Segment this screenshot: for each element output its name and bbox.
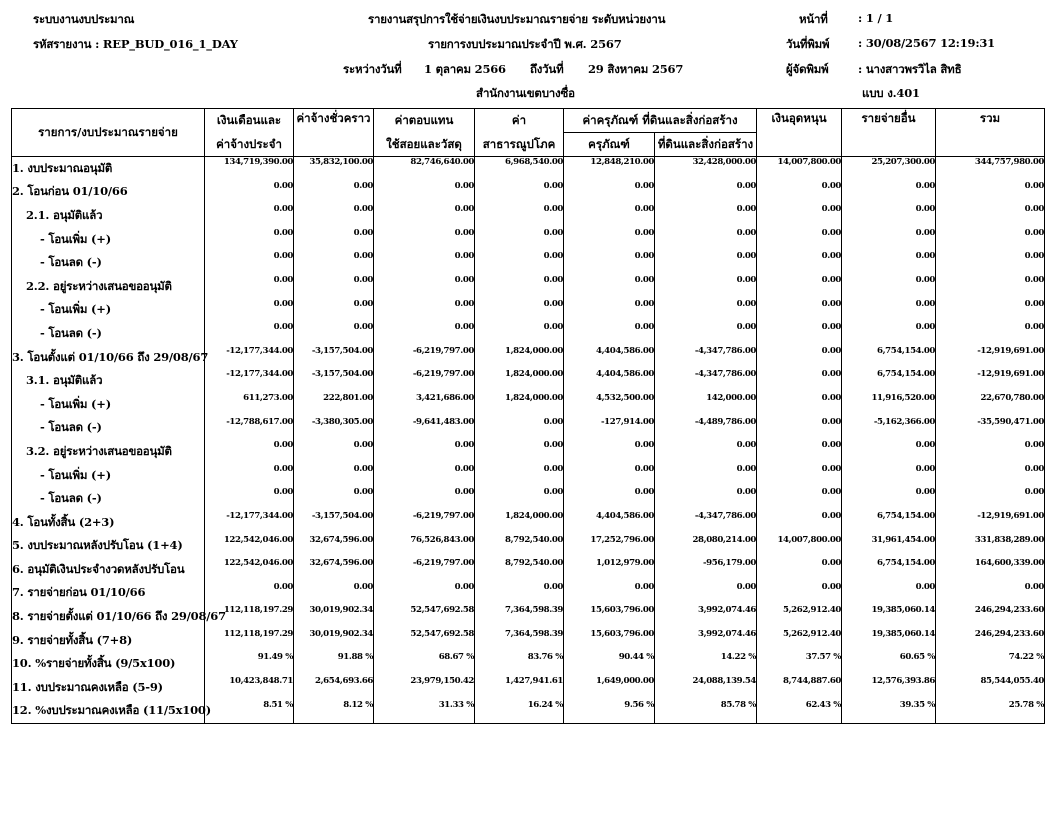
- cell-salary: 0.00: [205, 204, 294, 228]
- row-label: 5. งบประมาณหลังปรับโอน (1+4): [12, 535, 205, 559]
- cell-compensation: 0.00: [374, 322, 475, 346]
- cell-land: -4,489,786.00: [655, 417, 757, 441]
- cell-land: 0.00: [655, 275, 757, 299]
- cell-land: 14.22 %: [655, 652, 757, 676]
- col-header-temp-wage: ค่าจ้างชั่วคราว: [294, 109, 374, 157]
- cell-equipment: -127,914.00: [564, 417, 655, 441]
- cell-equipment: 0.00: [564, 440, 655, 464]
- row-label: - โอนลด (-): [12, 487, 205, 511]
- period-label: ระหว่างวันที่: [343, 62, 402, 76]
- cell-other: 0.00: [842, 204, 936, 228]
- cell-temp-wage: 0.00: [294, 275, 374, 299]
- cell-equipment: 4,404,586.00: [564, 346, 655, 370]
- cell-subsidy: 0.00: [757, 251, 842, 275]
- cell-total: 164,600,339.00: [936, 558, 1045, 582]
- table-row: [12, 228, 1045, 252]
- table-row: [12, 487, 1045, 511]
- cell-other: 6,754,154.00: [842, 346, 936, 370]
- table-row: [12, 605, 1045, 629]
- cell-total: 0.00: [936, 228, 1045, 252]
- cell-utilities: 0.00: [475, 322, 564, 346]
- cell-temp-wage: 35,832,100.00: [294, 157, 374, 181]
- cell-equipment: 4,404,586.00: [564, 369, 655, 393]
- cell-temp-wage: 0.00: [294, 181, 374, 205]
- cell-utilities: 1,427,941.61: [475, 676, 564, 700]
- cell-total: 246,294,233.60: [936, 629, 1045, 653]
- cell-compensation: 0.00: [374, 440, 475, 464]
- cell-equipment: 0.00: [564, 299, 655, 323]
- cell-temp-wage: 0.00: [294, 440, 374, 464]
- table-row: [12, 535, 1045, 559]
- table-row: [12, 275, 1045, 299]
- cell-other: 0.00: [842, 181, 936, 205]
- cell-subsidy: 0.00: [757, 228, 842, 252]
- cell-temp-wage: 30,019,902.34: [294, 629, 374, 653]
- cell-compensation: 23,979,150.42: [374, 676, 475, 700]
- row-label: - โอนลด (-): [12, 417, 205, 441]
- cell-land: -956,179.00: [655, 558, 757, 582]
- cell-subsidy: 5,262,912.40: [757, 605, 842, 629]
- cell-salary: 10,423,848.71: [205, 676, 294, 700]
- cell-subsidy: 0.00: [757, 558, 842, 582]
- table-row: [12, 440, 1045, 464]
- cell-equipment: 17,252,796.00: [564, 535, 655, 559]
- cell-compensation: 76,526,843.00: [374, 535, 475, 559]
- table-row: [12, 369, 1045, 393]
- cell-compensation: 0.00: [374, 464, 475, 488]
- row-label: 8. รายจ่ายตั้งแต่ 01/10/66 ถึง 29/08/67: [12, 605, 205, 629]
- cell-compensation: 31.33 %: [374, 700, 475, 724]
- col-header-util-top: ค่า: [475, 109, 564, 133]
- table-row: [12, 558, 1045, 582]
- table-row: [12, 181, 1045, 205]
- row-label: 3.1. อนุมัติแล้ว: [12, 369, 205, 393]
- cell-total: 0.00: [936, 181, 1045, 205]
- cell-subsidy: 37.57 %: [757, 652, 842, 676]
- cell-equipment: 0.00: [564, 204, 655, 228]
- cell-utilities: 0.00: [475, 299, 564, 323]
- col-header-comp-top: ค่าตอบแทน: [374, 109, 475, 133]
- cell-salary: 122,542,046.00: [205, 558, 294, 582]
- cell-utilities: 8,792,540.00: [475, 558, 564, 582]
- row-label: - โอนเพิ่ม (+): [12, 228, 205, 252]
- cell-land: 0.00: [655, 487, 757, 511]
- table-row: [12, 652, 1045, 676]
- table-row: [12, 511, 1045, 535]
- cell-other: 19,385,060.14: [842, 605, 936, 629]
- print-date-label: วันที่พิมพ์: [786, 37, 830, 51]
- cell-total: 246,294,233.60: [936, 605, 1045, 629]
- cell-compensation: 0.00: [374, 582, 475, 606]
- cell-subsidy: 14,007,800.00: [757, 535, 842, 559]
- report-code: รหัสรายงาน : REP_BUD_016_1_DAY: [33, 37, 238, 51]
- cell-total: -12,919,691.00: [936, 511, 1045, 535]
- cell-compensation: 52,547,692.58: [374, 629, 475, 653]
- cell-total: 0.00: [936, 251, 1045, 275]
- cell-utilities: 16.24 %: [475, 700, 564, 724]
- cell-total: 0.00: [936, 464, 1045, 488]
- period-to-label: ถึงวันที่: [530, 62, 564, 76]
- cell-total: -12,919,691.00: [936, 346, 1045, 370]
- cell-other: 39.35 %: [842, 700, 936, 724]
- cell-other: -5,162,366.00: [842, 417, 936, 441]
- cell-land: 0.00: [655, 322, 757, 346]
- cell-compensation: 0.00: [374, 487, 475, 511]
- cell-subsidy: 0.00: [757, 393, 842, 417]
- cell-compensation: 52,547,692.58: [374, 605, 475, 629]
- cell-subsidy: 0.00: [757, 299, 842, 323]
- cell-other: 0.00: [842, 440, 936, 464]
- col-header-subsidy: เงินอุดหนุน: [757, 109, 842, 157]
- col-header-salary-top: เงินเดือนและ: [205, 109, 294, 133]
- cell-land: 142,000.00: [655, 393, 757, 417]
- header-row-1: [12, 109, 1045, 133]
- cell-other: 0.00: [842, 299, 936, 323]
- cell-salary: -12,177,344.00: [205, 369, 294, 393]
- row-label: 7. รายจ่ายก่อน 01/10/66: [12, 582, 205, 606]
- cell-utilities: 1,824,000.00: [475, 369, 564, 393]
- cell-other: 19,385,060.14: [842, 629, 936, 653]
- cell-subsidy: 8,744,887.60: [757, 676, 842, 700]
- agency-name: สำนักงานเขตบางซื่อ: [476, 86, 575, 100]
- cell-other: 0.00: [842, 582, 936, 606]
- cell-temp-wage: 0.00: [294, 204, 374, 228]
- cell-salary: -12,177,344.00: [205, 346, 294, 370]
- table-row: [12, 322, 1045, 346]
- cell-utilities: 1,824,000.00: [475, 346, 564, 370]
- col-header-item: รายการ/งบประมาณรายจ่าย: [12, 109, 205, 157]
- cell-land: 32,428,000.00: [655, 157, 757, 181]
- cell-temp-wage: 30,019,902.34: [294, 605, 374, 629]
- row-label: 2.1. อนุมัติแล้ว: [12, 204, 205, 228]
- cell-salary: 0.00: [205, 228, 294, 252]
- cell-land: -4,347,786.00: [655, 346, 757, 370]
- cell-compensation: -6,219,797.00: [374, 346, 475, 370]
- cell-subsidy: 0.00: [757, 204, 842, 228]
- col-header-capital-group: ค่าครุภัณฑ์ ที่ดินและสิ่งก่อสร้าง: [564, 109, 757, 133]
- cell-utilities: 8,792,540.00: [475, 535, 564, 559]
- cell-compensation: -6,219,797.00: [374, 558, 475, 582]
- printer-value: : นางสาวพรวิไล สิทธิ: [858, 62, 962, 76]
- cell-other: 6,754,154.00: [842, 511, 936, 535]
- report-title: รายงานสรุปการใช้จ่ายเงินงบประมาณรายจ่าย ระดับหน่วยงาน: [368, 12, 666, 26]
- cell-compensation: 82,746,640.00: [374, 157, 475, 181]
- row-label: - โอนเพิ่ม (+): [12, 299, 205, 323]
- page-label: หน้าที่: [799, 12, 828, 26]
- cell-salary: 91.49 %: [205, 652, 294, 676]
- cell-temp-wage: -3,157,504.00: [294, 369, 374, 393]
- cell-total: 0.00: [936, 487, 1045, 511]
- cell-equipment: 0.00: [564, 251, 655, 275]
- table-row: [12, 157, 1045, 181]
- cell-subsidy: 0.00: [757, 346, 842, 370]
- cell-salary: 0.00: [205, 251, 294, 275]
- cell-compensation: 0.00: [374, 228, 475, 252]
- cell-salary: 0.00: [205, 181, 294, 205]
- cell-land: 85.78 %: [655, 700, 757, 724]
- table-row: [12, 629, 1045, 653]
- row-label: 2.2. อยู่ระหว่างเสนอขออนุมัติ: [12, 275, 205, 299]
- cell-equipment: 0.00: [564, 582, 655, 606]
- cell-subsidy: 5,262,912.40: [757, 629, 842, 653]
- cell-land: 0.00: [655, 464, 757, 488]
- col-header-other: รายจ่ายอื่น: [842, 109, 936, 157]
- cell-temp-wage: 0.00: [294, 582, 374, 606]
- cell-utilities: 0.00: [475, 464, 564, 488]
- row-label: - โอนลด (-): [12, 322, 205, 346]
- cell-subsidy: 0.00: [757, 582, 842, 606]
- print-date-value: : 30/08/2567 12:19:31: [858, 36, 995, 50]
- row-label: - โอนเพิ่ม (+): [12, 393, 205, 417]
- cell-equipment: 15,603,796.00: [564, 629, 655, 653]
- cell-land: 0.00: [655, 228, 757, 252]
- table-row: [12, 346, 1045, 370]
- cell-land: 0.00: [655, 181, 757, 205]
- cell-land: 0.00: [655, 299, 757, 323]
- cell-subsidy: 0.00: [757, 369, 842, 393]
- cell-other: 0.00: [842, 251, 936, 275]
- cell-other: 0.00: [842, 228, 936, 252]
- table-body: [12, 157, 1045, 724]
- cell-total: 331,838,289.00: [936, 535, 1045, 559]
- cell-total: 0.00: [936, 322, 1045, 346]
- row-label: 6. อนุมัติเงินประจำงวดหลังปรับโอน: [12, 558, 205, 582]
- cell-subsidy: 0.00: [757, 417, 842, 441]
- cell-temp-wage: 0.00: [294, 464, 374, 488]
- cell-subsidy: 0.00: [757, 322, 842, 346]
- cell-land: 0.00: [655, 204, 757, 228]
- cell-temp-wage: 91.88 %: [294, 652, 374, 676]
- row-label: 4. โอนทั้งสิ้น (2+3): [12, 511, 205, 535]
- cell-other: 0.00: [842, 464, 936, 488]
- cell-utilities: 0.00: [475, 487, 564, 511]
- cell-other: 6,754,154.00: [842, 558, 936, 582]
- cell-utilities: 1,824,000.00: [475, 393, 564, 417]
- table-row: [12, 676, 1045, 700]
- cell-equipment: 4,404,586.00: [564, 511, 655, 535]
- row-label: 2. โอนก่อน 01/10/66: [12, 181, 205, 205]
- cell-total: 0.00: [936, 204, 1045, 228]
- cell-equipment: 0.00: [564, 487, 655, 511]
- cell-temp-wage: 32,674,596.00: [294, 558, 374, 582]
- period-from: 1 ตุลาคม 2566: [424, 62, 506, 76]
- cell-temp-wage: -3,157,504.00: [294, 511, 374, 535]
- cell-utilities: 0.00: [475, 440, 564, 464]
- cell-utilities: 0.00: [475, 204, 564, 228]
- cell-temp-wage: -3,380,305.00: [294, 417, 374, 441]
- cell-utilities: 0.00: [475, 181, 564, 205]
- cell-compensation: 0.00: [374, 275, 475, 299]
- row-label: 3. โอนตั้งแต่ 01/10/66 ถึง 29/08/67: [12, 346, 205, 370]
- row-label: 9. รายจ่ายทั้งสิ้น (7+8): [12, 629, 205, 653]
- cell-compensation: 68.67 %: [374, 652, 475, 676]
- cell-temp-wage: 0.00: [294, 322, 374, 346]
- table-row: [12, 299, 1045, 323]
- cell-equipment: 1,012,979.00: [564, 558, 655, 582]
- cell-temp-wage: 32,674,596.00: [294, 535, 374, 559]
- cell-equipment: 0.00: [564, 322, 655, 346]
- cell-equipment: 1,649,000.00: [564, 676, 655, 700]
- cell-salary: 0.00: [205, 275, 294, 299]
- cell-total: 74.22 %: [936, 652, 1045, 676]
- cell-subsidy: 62.43 %: [757, 700, 842, 724]
- report-subtitle: รายการงบประมาณประจำปี พ.ศ. 2567: [428, 37, 622, 51]
- cell-utilities: 7,364,598.39: [475, 629, 564, 653]
- table-row: [12, 464, 1045, 488]
- cell-compensation: 0.00: [374, 299, 475, 323]
- cell-total: 22,670,780.00: [936, 393, 1045, 417]
- col-header-equipment: ครุภัณฑ์: [564, 133, 655, 157]
- cell-total: 25.78 %: [936, 700, 1045, 724]
- cell-utilities: 1,824,000.00: [475, 511, 564, 535]
- cell-salary: 611,273.00: [205, 393, 294, 417]
- cell-equipment: 12,848,210.00: [564, 157, 655, 181]
- row-label: 10. %รายจ่ายทั้งสิ้น (9/5x100): [12, 652, 205, 676]
- cell-compensation: -6,219,797.00: [374, 369, 475, 393]
- cell-equipment: 0.00: [564, 464, 655, 488]
- cell-equipment: 0.00: [564, 275, 655, 299]
- system-name: ระบบงานงบประมาณ: [33, 12, 135, 26]
- cell-land: 28,080,214.00: [655, 535, 757, 559]
- cell-total: -35,590,471.00: [936, 417, 1045, 441]
- cell-other: 0.00: [842, 275, 936, 299]
- cell-other: 12,576,393.86: [842, 676, 936, 700]
- cell-land: 24,088,139.54: [655, 676, 757, 700]
- cell-total: 85,544,055.40: [936, 676, 1045, 700]
- cell-total: 0.00: [936, 299, 1045, 323]
- cell-other: 31,961,454.00: [842, 535, 936, 559]
- printer-label: ผู้จัดพิมพ์: [786, 62, 829, 76]
- cell-temp-wage: 8.12 %: [294, 700, 374, 724]
- cell-salary: 8.51 %: [205, 700, 294, 724]
- cell-equipment: 90.44 %: [564, 652, 655, 676]
- cell-temp-wage: 2,654,693.66: [294, 676, 374, 700]
- col-header-total: รวม: [936, 109, 1045, 157]
- cell-compensation: -9,641,483.00: [374, 417, 475, 441]
- cell-temp-wage: 0.00: [294, 251, 374, 275]
- cell-salary: 112,118,197.29: [205, 629, 294, 653]
- cell-salary: -12,177,344.00: [205, 511, 294, 535]
- cell-utilities: 7,364,598.39: [475, 605, 564, 629]
- row-label: - โอนเพิ่ม (+): [12, 464, 205, 488]
- cell-salary: 122,542,046.00: [205, 535, 294, 559]
- cell-temp-wage: 222,801.00: [294, 393, 374, 417]
- cell-equipment: 4,532,500.00: [564, 393, 655, 417]
- cell-subsidy: 0.00: [757, 487, 842, 511]
- cell-land: 0.00: [655, 251, 757, 275]
- cell-other: 0.00: [842, 322, 936, 346]
- form-code: แบบ ง.401: [862, 86, 920, 100]
- row-label: 3.2. อยู่ระหว่างเสนอขออนุมัติ: [12, 440, 205, 464]
- row-label: 11. งบประมาณคงเหลือ (5-9): [12, 676, 205, 700]
- cell-salary: 134,719,390.00: [205, 157, 294, 181]
- cell-equipment: 9.56 %: [564, 700, 655, 724]
- budget-summary-table: [11, 108, 1045, 724]
- cell-subsidy: 14,007,800.00: [757, 157, 842, 181]
- cell-utilities: 0.00: [475, 417, 564, 441]
- cell-salary: -12,788,617.00: [205, 417, 294, 441]
- cell-utilities: 6,968,540.00: [475, 157, 564, 181]
- cell-subsidy: 0.00: [757, 275, 842, 299]
- row-label: - โอนลด (-): [12, 251, 205, 275]
- cell-temp-wage: 0.00: [294, 299, 374, 323]
- cell-land: 3,992,074.46: [655, 629, 757, 653]
- table-row: [12, 700, 1045, 724]
- cell-total: 344,757,980.00: [936, 157, 1045, 181]
- row-label: 12. %งบประมาณคงเหลือ (11/5x100): [12, 700, 205, 724]
- period-to: 29 สิงหาคม 2567: [588, 62, 684, 76]
- cell-temp-wage: 0.00: [294, 487, 374, 511]
- cell-utilities: 83.76 %: [475, 652, 564, 676]
- cell-subsidy: 0.00: [757, 181, 842, 205]
- cell-temp-wage: 0.00: [294, 228, 374, 252]
- cell-salary: 0.00: [205, 322, 294, 346]
- cell-salary: 0.00: [205, 582, 294, 606]
- cell-salary: 112,118,197.29: [205, 605, 294, 629]
- cell-other: 60.65 %: [842, 652, 936, 676]
- cell-compensation: 0.00: [374, 181, 475, 205]
- cell-temp-wage: -3,157,504.00: [294, 346, 374, 370]
- cell-utilities: 0.00: [475, 251, 564, 275]
- cell-total: 0.00: [936, 440, 1045, 464]
- cell-total: 0.00: [936, 275, 1045, 299]
- cell-compensation: 3,421,686.00: [374, 393, 475, 417]
- cell-compensation: 0.00: [374, 251, 475, 275]
- cell-equipment: 15,603,796.00: [564, 605, 655, 629]
- cell-salary: 0.00: [205, 464, 294, 488]
- cell-land: -4,347,786.00: [655, 511, 757, 535]
- cell-equipment: 0.00: [564, 181, 655, 205]
- cell-subsidy: 0.00: [757, 440, 842, 464]
- cell-land: 0.00: [655, 440, 757, 464]
- cell-salary: 0.00: [205, 487, 294, 511]
- cell-utilities: 0.00: [475, 582, 564, 606]
- cell-other: 6,754,154.00: [842, 369, 936, 393]
- cell-compensation: 0.00: [374, 204, 475, 228]
- col-header-util-bottom: สาธารณูปโภค: [475, 133, 564, 157]
- cell-utilities: 0.00: [475, 228, 564, 252]
- page-value: : 1 / 1: [858, 11, 894, 25]
- table-row: [12, 393, 1045, 417]
- table-row: [12, 204, 1045, 228]
- cell-equipment: 0.00: [564, 228, 655, 252]
- cell-other: 11,916,520.00: [842, 393, 936, 417]
- cell-total: -12,919,691.00: [936, 369, 1045, 393]
- cell-subsidy: 0.00: [757, 464, 842, 488]
- cell-total: 0.00: [936, 582, 1045, 606]
- table-row: [12, 417, 1045, 441]
- col-header-salary-bottom: ค่าจ้างประจำ: [205, 133, 294, 157]
- cell-utilities: 0.00: [475, 275, 564, 299]
- cell-land: 3,992,074.46: [655, 605, 757, 629]
- cell-land: -4,347,786.00: [655, 369, 757, 393]
- cell-salary: 0.00: [205, 440, 294, 464]
- table-row: [12, 582, 1045, 606]
- row-label: 1. งบประมาณอนุมัติ: [12, 157, 205, 181]
- cell-other: 25,207,300.00: [842, 157, 936, 181]
- table-row: [12, 251, 1045, 275]
- cell-land: 0.00: [655, 582, 757, 606]
- cell-other: 0.00: [842, 487, 936, 511]
- cell-subsidy: 0.00: [757, 511, 842, 535]
- col-header-comp-bottom: ใช้สอยและวัสดุ: [374, 133, 475, 157]
- cell-salary: 0.00: [205, 299, 294, 323]
- col-header-land: ที่ดินและสิ่งก่อสร้าง: [655, 133, 757, 157]
- cell-compensation: -6,219,797.00: [374, 511, 475, 535]
